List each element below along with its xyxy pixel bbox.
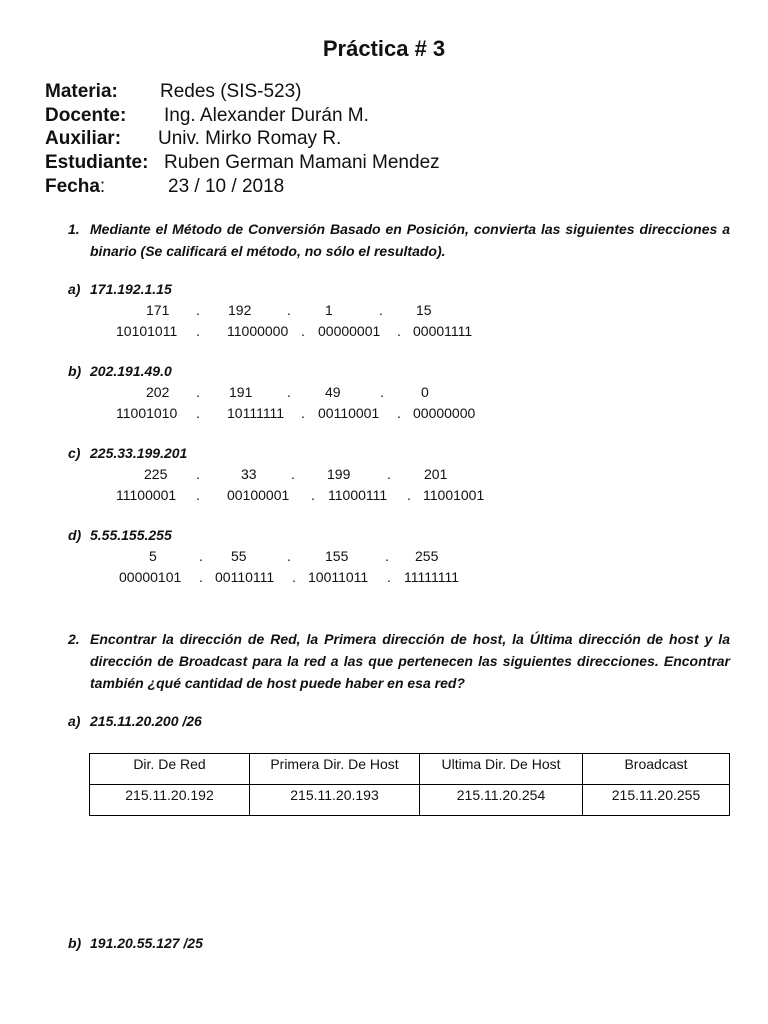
dot: . — [287, 548, 291, 564]
docente-label: Docente: — [45, 105, 127, 126]
q1-item-a — [68, 281, 172, 297]
question-2-text: Encontrar la dirección de Red, la Primera dirección de host, la Última dirección de host y la dirección de Broadcast para la red a las que pertenecen las siguientes direcciones. Encontrar también ¿qué cantidad de host puede haber en esa red? — [90, 631, 730, 691]
dot: . — [196, 302, 200, 318]
fecha-value: 23 / 10 / 2018 — [168, 176, 285, 197]
q2-item-a-address: 215.11.20.200 /26 — [90, 713, 202, 729]
binary-octet: 11000000 — [227, 323, 289, 339]
q1-item-c — [68, 445, 187, 461]
q1-item-b — [68, 363, 172, 379]
dot: . — [397, 323, 401, 339]
dot: . — [199, 548, 203, 564]
table-cell: 215.11.20.255 — [583, 785, 730, 816]
estudiante-label: Estudiante: — [45, 152, 149, 173]
q1-item-c-letter: c) — [68, 445, 81, 461]
dot: . — [301, 405, 305, 421]
decimal-octet: 0 — [421, 384, 429, 400]
decimal-octet: 1 — [325, 302, 333, 318]
decimal-octet: 5 — [149, 548, 157, 564]
dot: . — [301, 323, 305, 339]
table-cell: 215.11.20.254 — [420, 785, 583, 816]
q1-item-d-letter: d) — [68, 527, 82, 543]
binary-octet: 11100001 — [116, 487, 177, 503]
question-1-text: Mediante el Método de Conversión Basado en Posición, convierta las siguientes direcciones a binario (Se calificará el método, no sólo el resultado). — [90, 221, 730, 259]
q2-item-b-address: 191.20.55.127 /25 — [90, 935, 203, 951]
decimal-octet: 202 — [146, 384, 170, 400]
binary-octet: 10111111 — [227, 405, 285, 421]
dot: . — [196, 384, 200, 400]
decimal-octet: 191 — [229, 384, 253, 400]
q2-item-b-letter: b) — [68, 935, 82, 951]
decimal-octet: 225 — [144, 466, 168, 482]
header-materia — [45, 80, 302, 104]
binary-octet: 00110001 — [318, 405, 380, 421]
network-table — [89, 753, 730, 816]
materia-label: Materia: — [45, 81, 118, 102]
binary-octet: 00000101 — [119, 569, 182, 585]
binary-octet: 00110111 — [215, 569, 275, 585]
q1-item-c-address: 225.33.199.201 — [90, 445, 188, 461]
q2-item-a — [68, 713, 202, 729]
question-2 — [68, 628, 730, 694]
dot: . — [287, 384, 291, 400]
decimal-octet: 199 — [327, 466, 351, 482]
decimal-octet: 55 — [231, 548, 247, 564]
fecha-colon: : — [99, 176, 106, 197]
decimal-octet: 15 — [416, 302, 432, 318]
decimal-octet: 255 — [415, 548, 439, 564]
q2-item-b — [68, 935, 203, 951]
fecha-label: Fecha — [45, 176, 100, 197]
dot: . — [387, 569, 391, 585]
table-header-cell: Ultima Dir. De Host — [420, 754, 583, 785]
binary-octet: 11001010 — [116, 405, 178, 421]
table-header-cell: Primera Dir. De Host — [250, 754, 420, 785]
decimal-octet: 201 — [424, 466, 448, 482]
dot: . — [196, 323, 200, 339]
table-header-cell: Dir. De Red — [90, 754, 250, 785]
binary-octet: 11001001 — [423, 487, 485, 503]
q1-item-b-letter: b) — [68, 363, 82, 379]
auxiliar-value: Univ. Mirko Romay R. — [158, 128, 342, 149]
dot: . — [407, 487, 411, 503]
header-fecha — [45, 175, 285, 199]
dot: . — [196, 487, 200, 503]
q1-item-b-address: 202.191.49.0 — [90, 363, 172, 379]
binary-octet: 10011011 — [308, 569, 369, 585]
question-1-number: 1. — [68, 221, 80, 237]
decimal-octet: 33 — [241, 466, 257, 482]
dot: . — [199, 569, 203, 585]
binary-octet: 00000001 — [318, 323, 381, 339]
docente-value: Ing. Alexander Durán M. — [164, 105, 369, 126]
dot: . — [380, 384, 384, 400]
table-cell: 215.11.20.193 — [250, 785, 420, 816]
table-cell: 215.11.20.192 — [90, 785, 250, 816]
page-title: Práctica # 3 — [322, 36, 446, 61]
binary-octet: 11000111 — [328, 487, 388, 503]
table-row — [90, 785, 730, 816]
decimal-octet: 192 — [228, 302, 252, 318]
binary-octet: 00001111 — [413, 323, 473, 339]
binary-octet: 11111111 — [404, 569, 460, 585]
dot: . — [397, 405, 401, 421]
dot: . — [287, 302, 291, 318]
table-header-cell: Broadcast — [583, 754, 730, 785]
dot: . — [196, 466, 200, 482]
binary-octet: 00000000 — [413, 405, 476, 421]
dot: . — [291, 466, 295, 482]
materia-value: Redes (SIS-523) — [160, 81, 302, 102]
decimal-octet: 171 — [146, 302, 170, 318]
question-1 — [68, 218, 730, 262]
dot: . — [311, 487, 315, 503]
decimal-octet: 49 — [325, 384, 341, 400]
q1-item-d — [68, 527, 172, 543]
dot: . — [385, 548, 389, 564]
dot: . — [196, 405, 200, 421]
question-2-number: 2. — [68, 631, 80, 647]
dot: . — [387, 466, 391, 482]
header-docente — [45, 104, 369, 128]
header-auxiliar — [45, 127, 342, 151]
dot: . — [292, 569, 296, 585]
binary-octet: 00100001 — [227, 487, 290, 503]
binary-octet: 10101011 — [116, 323, 178, 339]
q1-item-a-address: 171.192.1.15 — [90, 281, 172, 297]
estudiante-value: Ruben German Mamani Mendez — [164, 152, 440, 173]
auxiliar-label: Auxiliar: — [45, 128, 122, 149]
q1-item-a-letter: a) — [68, 281, 81, 297]
dot: . — [379, 302, 383, 318]
table-header-row — [90, 754, 730, 785]
q1-item-d-address: 5.55.155.255 — [90, 527, 172, 543]
decimal-octet: 155 — [325, 548, 349, 564]
header-estudiante — [45, 151, 440, 175]
q2-item-a-letter: a) — [68, 713, 81, 729]
